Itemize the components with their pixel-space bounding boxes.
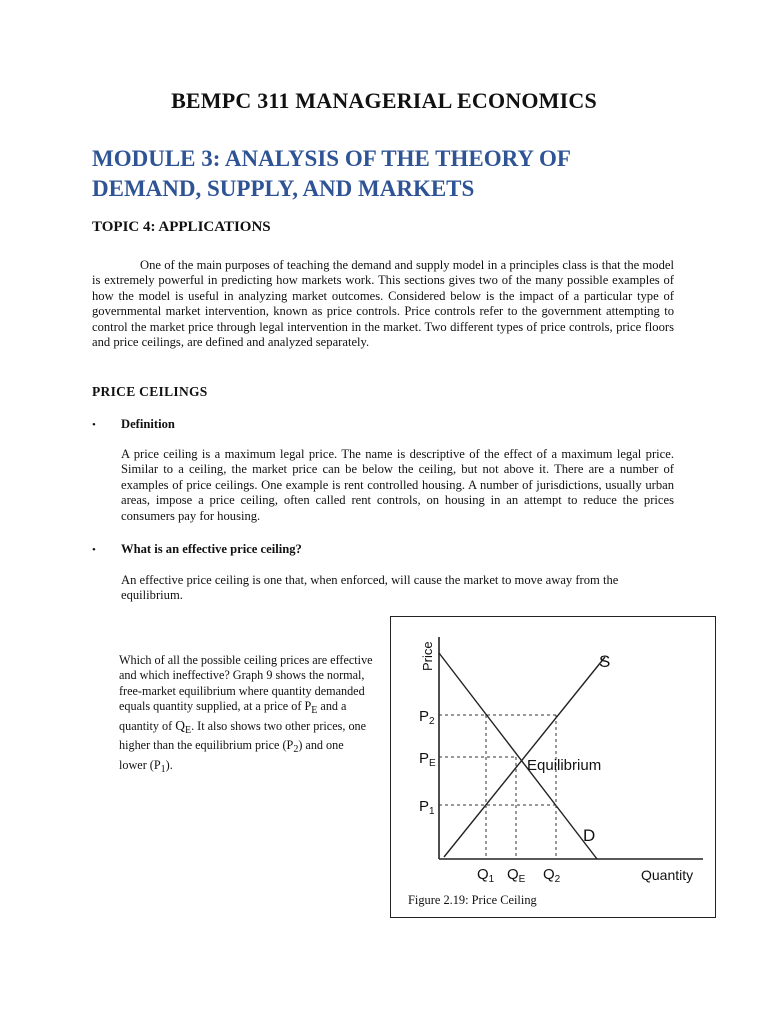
qe-subscript: E [518,874,526,885]
course-title: BEMPC 311 MANAGERIAL ECONOMICS [171,88,597,113]
module-title [92,144,692,204]
definition-paragraph: A price ceiling is a maximum legal price. The name is descriptive of the effect of a maximum legal price. Similar to a ceiling, the market price can be below the ceiling, but not above it. There are a number of examples of price ceilings. One example is rent controlled housing. A number of jurisdictions, usually urban areas, impose a price ceiling, often called rent controls, on housing in an attempt to reduce the prices consumers pay for housing. [121,447,674,523]
q2-label: $Q_2$ [543,866,561,885]
graph-description-text: ) and one lower (P [119,738,344,772]
graph-description-text: Which of all the possible ceiling prices are effective and which ineffective? Graph 9 shows the normal, free-market equilibrium where quantity demanded equals quantity supplied, at a price of P [119,653,373,713]
pe-label: $P_E$ [419,750,436,769]
bullet-icon: • [92,419,96,431]
p2-label: $P_2$ [419,708,435,727]
x-axis-label: Quantity [641,867,694,883]
bullet-label-effective-ceiling: What is an effective price ceiling? [121,542,302,556]
graph-description-paragraph [119,653,374,777]
effective-ceiling-paragraph: An effective price ceiling is one that, when enforced, will cause the market to move away from the equilibrium. [121,573,619,603]
supply-label: S [599,652,611,671]
subscript-p2: 2 [293,744,299,756]
graph-description-text: and a quantity of [119,698,347,734]
topic-title: TOPIC 4: APPLICATIONS [92,219,271,235]
subscript-p1: 1 [160,763,166,775]
section-title: PRICE CEILINGS [92,384,208,399]
p1-subscript: 1 [429,806,435,817]
y-axis-label: Price [420,641,435,671]
q2-subscript: 2 [554,874,561,885]
pe-subscript: E [429,758,436,769]
q1-subscript: 1 [488,874,495,885]
intro-paragraph: One of the main purposes of teaching the demand and supply model in a principles class is that the model is extremely powerful in predicting how markets work. This sections gives two of the many possible examples of how the model is useful in analyzing market outcomes. Considered below is the impact of a particular type of governmental market intervention, known as price controls. Price controls refer to the government attempting to control the market price through legal intervention in the market. Two different types of price controls, price floors and price ceilings, are defined and analyzed separately. [92,258,674,350]
module-title-line-2: DEMAND, SUPPLY, AND MARKETS [92,176,475,201]
equilibrium-label: Equilibrium [527,757,602,774]
demand-label: D [583,826,596,845]
price-ceiling-figure [390,616,716,918]
bullet-label-definition: Definition [121,417,175,431]
demand-curve [439,653,597,859]
bullet-icon: • [92,544,96,556]
subscript-pe: E [311,704,318,716]
graph-description-text: . It also shows two other prices, one higher than the equilibrium price (P [119,719,367,753]
figure-caption: Figure 2.19: Price Ceiling [408,893,537,907]
supply-demand-graph [391,617,715,887]
module-title-line-1: MODULE 3: ANALYSIS OF THE THEORY OF [92,146,571,171]
subscript-qe: E [184,725,192,737]
q1-label: $Q_1$ [477,866,495,885]
p1-label: $P_1$ [419,798,435,817]
p2-subscript: 2 [429,716,435,727]
qe-label: $Q_E$ [507,866,526,885]
graph-description-text: ). [165,757,173,772]
quantity-symbol: Q [175,718,185,734]
